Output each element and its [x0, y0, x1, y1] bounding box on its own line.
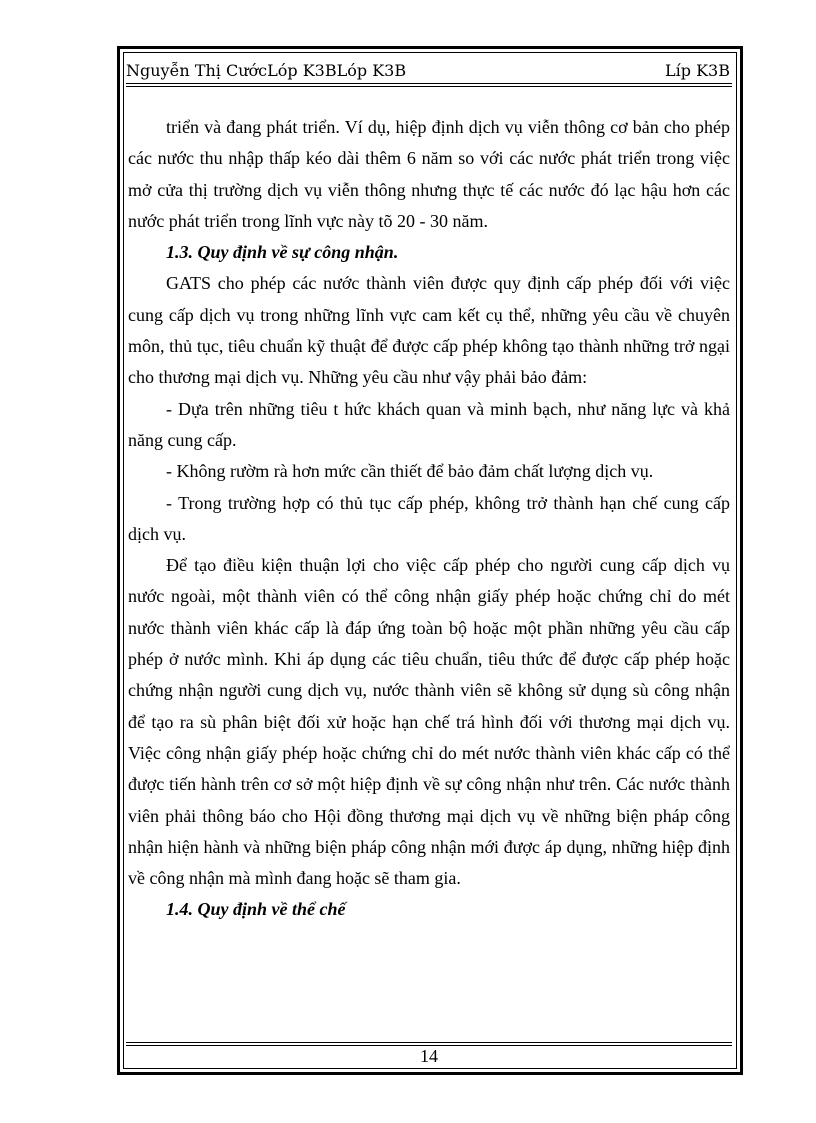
paragraph-gats: GATS cho phép các nước thành viên được quy định cấp phép đối với việc cung cấp dịch vụ trong những lĩnh vực cam kết cụ thể, những yêu cầu về chuyên môn, thủ tục, tiêu chuẩn kỹ thuật để được cấp phép không tạo thành những trở ngại cho thương mại dịch vụ. Những yêu cầu như vậy phải bảo đảm:	[128, 273, 730, 388]
header-author-class: Nguyễn Thị CướcLóp K3BLóp K3B	[126, 60, 407, 80]
header-divider-double	[126, 86, 732, 87]
paragraph-recognition: Để tạo điều kiện thuận lợi cho việc cấp phép cho người cung cấp dịch vụ nước ngoài, một thành viên có thể công nhận giấy phép hoặc chứng chỉ do mét nước thành viên khác cấp là đáp ứng toàn bộ hoặc một phần những yêu cầu cấp phép ở nước mình. Khi áp dụng các tiêu chuẩn, tiêu thức để được cấp phép hoặc chứng nhận người cung dịch vụ, nước thành viên sẽ không sử dụng sù công nhận để tạo ra sù phân biệt đối xử hoặc hạn chế trá hình đối với thương mại dịch vụ. Việc công nhận giấy phép hoặc chứng chỉ do mét nước thành viên khác cấp có thể được tiến hành trên cơ sở một hiệp định về sự công nhận như trên. Các nước thành viên phải thông báo cho Hội đồng thương mại dịch vụ về những biện pháp công nhận hiện hành và những biện pháp công nhận mới được áp dụng, những hiệp định về công nhận mà mình đang hoặc sẽ tham gia.	[128, 555, 730, 889]
bullet-not-burdensome: - Không rườm rà hơn mức cần thiết để bảo đảm chất lượng dịch vụ.	[166, 461, 654, 482]
header-divider	[126, 83, 732, 84]
page-number: 14	[420, 1046, 438, 1066]
document-body	[128, 112, 730, 926]
paragraph-continuation: triển và đang phát triển. Ví dụ, hiệp định dịch vụ viễn thông cơ bản cho phép các nước thu nhập thấp kéo dài thêm 6 năm so với các nước phát triển trong việc mở cửa thị trường dịch vụ viễn thông nhưng thực tế các nước đó lạc hậu hơn các nước phát triển trong lĩnh vực này tõ 20 - 30 năm.	[128, 117, 730, 231]
page-header	[126, 58, 730, 82]
header-class: Líp K3B	[665, 60, 730, 80]
section-heading-1-4: 1.4. Quy định về thể chế	[166, 899, 346, 920]
bullet-licensing: - Trong trường hợp có thủ tục cấp phép, không trở thành hạn chế cung cấp dịch vụ.	[128, 492, 730, 544]
bullet-criteria: - Dựa trên những tiêu t hức khách quan và minh bạch, như năng lực và khả năng cung cấp.	[128, 398, 730, 450]
section-heading-1-3: 1.3. Quy định về sự công nhận.	[166, 242, 399, 263]
footer-divider	[126, 1042, 732, 1043]
